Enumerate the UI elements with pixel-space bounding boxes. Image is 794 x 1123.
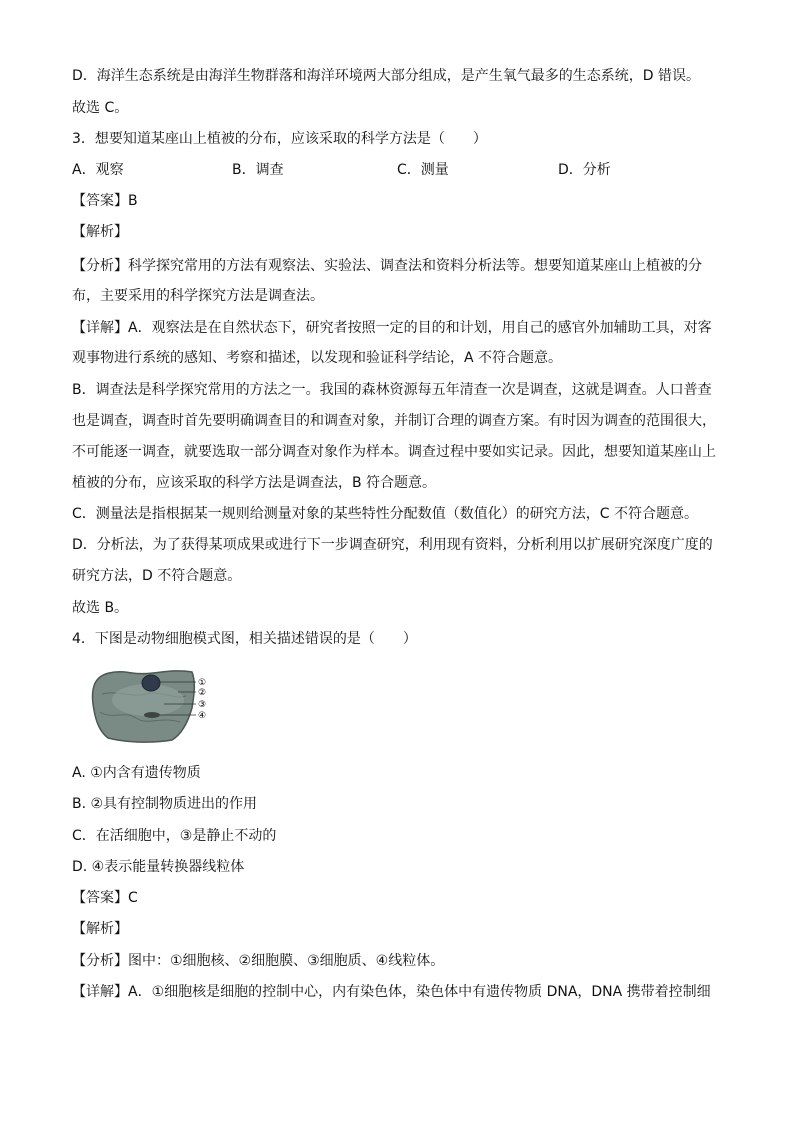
q4-option-c: C．在活细胞中，③是静止不动的 — [72, 828, 277, 844]
answer-label: 【答案】B — [72, 193, 138, 209]
q4-option-a: A. ①内含有遗传物质 — [72, 765, 201, 781]
text-line: 观事物进行系统的感知、考察和描述，以发现和验证科学结论，A 不符合题意。 — [72, 350, 563, 366]
label-1: ① — [198, 678, 207, 688]
question-3-stem: 3．想要知道某座山上植被的分布，应该采取的科学方法是（ ） — [72, 131, 487, 147]
text-line: 【分析】科学探究常用的方法有观察法、实验法、调查法和资料分析法等。想要知道某座山上植被的分 — [72, 258, 702, 274]
text-line: 故选 C。 — [72, 100, 129, 116]
text-line: B．调查法是科学探究常用的方法之一。我国的森林资源每五年清查一次是调查，这就是调查。人口普查 — [72, 382, 712, 398]
text-line: 【详解】A．观察法是在自然状态下，研究者按照一定的目的和计划，用自己的感官外加辅助工具，对客 — [72, 320, 712, 336]
text-line: 研究方法，D 不符合题意。 — [72, 568, 242, 584]
question-4-stem: 4．下图是动物细胞模式图，相关描述错误的是（ ） — [72, 631, 417, 647]
label-2: ② — [198, 688, 207, 698]
q3-option-c: C．测量 — [397, 162, 449, 178]
text-line: 【详解】A．①细胞核是细胞的控制中心，内有染色体，染色体中有遗传物质 DNA，DNA 携带着控制细 — [72, 984, 711, 1000]
q4-option-b: B. ②具有控制物质进出的作用 — [72, 796, 258, 812]
text-line: D．分析法，为了获得某项成果或进行下一步调查研究，利用现有资料，分析利用以扩展研究深度广度的 — [72, 537, 713, 553]
mitochondrion — [144, 712, 160, 718]
text-line: D．海洋生态系统是由海洋生物群落和海洋环境两大部分组成，是产生氧气最多的生态系统，D 错误。 — [72, 68, 701, 84]
text-line: C．测量法是指根据某一规则给测量对象的某些特性分配数值（数值化）的研究方法，C 不符合题意。 — [72, 506, 698, 522]
answer-label: 【答案】C — [72, 890, 138, 906]
analysis-label: 【解析】 — [72, 921, 128, 937]
text-line: 【分析】图中：①细胞核、②细胞膜、③细胞质、④线粒体。 — [72, 953, 445, 969]
label-4: ④ — [198, 711, 207, 721]
q3-option-b: B．调查 — [232, 162, 284, 178]
text-line: 植被的分布，应该采取的科学方法是调查法，B 符合题意。 — [72, 475, 437, 491]
q3-option-d: D．分析 — [558, 162, 611, 178]
q4-option-d: D. ④表示能量转换器线粒体 — [72, 859, 245, 875]
animal-cell-diagram — [88, 660, 220, 744]
text-line: 布，主要采用的科学探究方法是调查法。 — [72, 288, 324, 304]
nucleus — [142, 675, 160, 691]
analysis-label: 【解析】 — [72, 224, 128, 240]
label-3: ③ — [198, 700, 207, 710]
q3-option-a: A．观察 — [72, 162, 124, 178]
text-line: 也是调查，调查时首先要明确调查目的和调查对象，并制订合理的调查方案。有时因为调查的范围很大， — [72, 413, 716, 429]
text-line: 不可能逐一调查，就要选取一部分调查对象作为样本。调查过程中要如实记录。因此，想要知道某座山上 — [72, 444, 716, 460]
text-line: 故选 B。 — [72, 600, 129, 616]
